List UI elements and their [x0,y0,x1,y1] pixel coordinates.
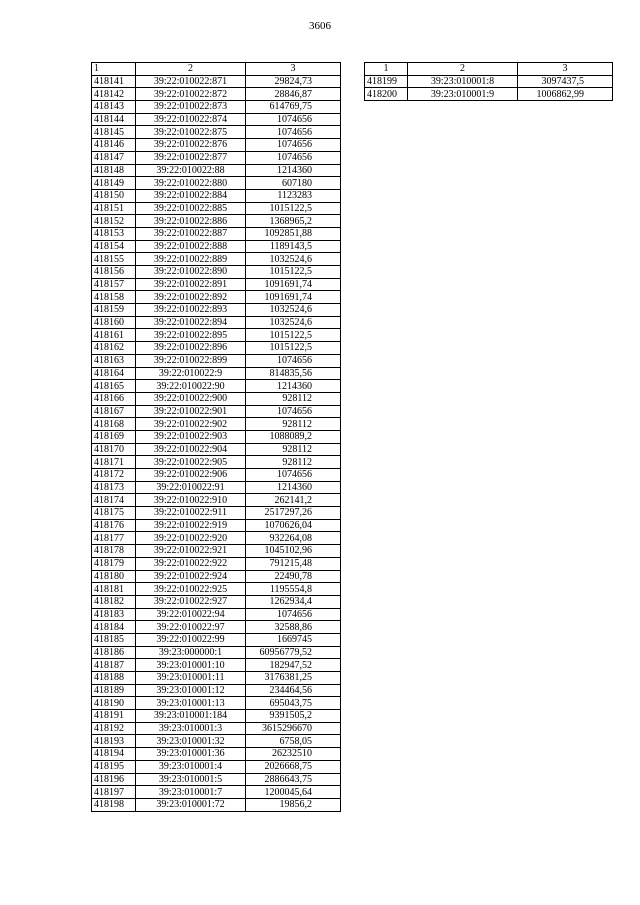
row-number-cell: 418173 [92,481,136,494]
table-row [92,608,341,621]
cadastral-number-cell: 39:22:010022:905 [136,456,246,469]
value-cell: 26232510 [246,748,341,761]
cadastral-number-cell: 39:22:010022:892 [136,291,246,304]
value-cell: 1214360 [246,380,341,393]
table-row [92,735,341,748]
value-cell: 1368965,2 [246,215,341,228]
cadastral-number-cell: 39:22:010022:925 [136,583,246,596]
column-header: 3 [518,63,613,76]
value-cell: 1074656 [246,139,341,152]
value-cell: 32588,86 [246,621,341,634]
row-number-cell: 418159 [92,304,136,317]
table-row [92,113,341,126]
table-row [92,101,341,114]
cadastral-number-cell: 39:22:010022:889 [136,253,246,266]
cadastral-number-cell: 39:22:010022:885 [136,202,246,215]
cadastral-number-cell: 39:22:010022:872 [136,88,246,101]
table-row [92,494,341,507]
cadastral-number-cell: 39:23:010001:10 [136,659,246,672]
row-number-cell: 418160 [92,316,136,329]
value-cell: 1070626,04 [246,519,341,532]
table-row [92,75,341,88]
row-number-cell: 418142 [92,88,136,101]
table-row [92,164,341,177]
cadastral-number-cell: 39:22:010022:919 [136,519,246,532]
cadastral-number-cell: 39:22:010022:910 [136,494,246,507]
row-number-cell: 418174 [92,494,136,507]
cadastral-number-cell: 39:22:010022:886 [136,215,246,228]
row-number-cell: 418186 [92,646,136,659]
table-row [92,177,341,190]
row-number-cell: 418194 [92,748,136,761]
table-row [92,139,341,152]
value-cell: 607180 [246,177,341,190]
value-cell: 1195554,8 [246,583,341,596]
value-cell: 928112 [246,456,341,469]
row-number-cell: 418147 [92,151,136,164]
cadastral-number-cell: 39:22:010022:97 [136,621,246,634]
table-row [92,570,341,583]
table-header-row [92,63,341,76]
table-row [92,266,341,279]
row-number-cell: 418171 [92,456,136,469]
table-row [92,672,341,685]
table-row [92,405,341,418]
value-cell: 614769,75 [246,101,341,114]
cadastral-number-cell: 39:23:010001:72 [136,798,246,811]
table-row [92,316,341,329]
row-number-cell: 418178 [92,545,136,558]
table-row [92,722,341,735]
cadastral-number-cell: 39:23:010001:13 [136,697,246,710]
cadastral-number-cell: 39:22:010022:920 [136,532,246,545]
value-cell: 1088089,2 [246,430,341,443]
row-number-cell: 418172 [92,469,136,482]
value-cell: 1015122,5 [246,266,341,279]
table-row [92,456,341,469]
value-cell: 932264,08 [246,532,341,545]
value-cell: 928112 [246,392,341,405]
column-header: 2 [136,63,246,76]
value-cell: 1074656 [246,151,341,164]
table-row [92,621,341,634]
value-cell: 1091691,74 [246,291,341,304]
row-number-cell: 418158 [92,291,136,304]
value-cell: 1074656 [246,405,341,418]
cadastral-number-cell: 39:23:010001:12 [136,684,246,697]
table-row [92,430,341,443]
table-row [92,278,341,291]
cadastral-number-cell: 39:22:010022:90 [136,380,246,393]
row-number-cell: 418155 [92,253,136,266]
value-cell: 814835,56 [246,367,341,380]
table-row [92,646,341,659]
table-row [92,240,341,253]
table-row [92,748,341,761]
cadastral-number-cell: 39:22:010022:888 [136,240,246,253]
cadastral-number-cell: 39:22:010022:99 [136,633,246,646]
value-cell: 3097437,5 [518,75,613,88]
value-cell: 1200045,64 [246,786,341,799]
row-number-cell: 418149 [92,177,136,190]
value-cell: 1032524,6 [246,253,341,266]
row-number-cell: 418154 [92,240,136,253]
row-number-cell: 418182 [92,595,136,608]
table-row [92,354,341,367]
value-cell: 1214360 [246,481,341,494]
value-cell: 19856,2 [246,798,341,811]
row-number-cell: 418192 [92,722,136,735]
cadastral-number-cell: 39:23:010001:4 [136,760,246,773]
value-cell: 2517297,26 [246,507,341,520]
table-row [92,633,341,646]
row-number-cell: 418163 [92,354,136,367]
row-number-cell: 418198 [92,798,136,811]
cadastral-number-cell: 39:23:010001:36 [136,748,246,761]
table-row [92,583,341,596]
row-number-cell: 418187 [92,659,136,672]
cadastral-number-cell: 39:22:010022:901 [136,405,246,418]
table-row [92,329,341,342]
value-cell: 1074656 [246,608,341,621]
table-row [92,773,341,786]
cadastral-number-cell: 39:22:010022:922 [136,557,246,570]
cadastral-number-cell: 39:22:010022:876 [136,139,246,152]
row-number-cell: 418195 [92,760,136,773]
row-number-cell: 418169 [92,430,136,443]
cadastral-number-cell: 39:22:010022:894 [136,316,246,329]
value-cell: 1092851,88 [246,227,341,240]
table-row [92,545,341,558]
value-cell: 1074656 [246,126,341,139]
column-header: 1 [92,63,136,76]
cadastral-number-cell: 39:22:010022:900 [136,392,246,405]
row-number-cell: 418146 [92,139,136,152]
table-row [92,189,341,202]
table-row [92,380,341,393]
row-number-cell: 418193 [92,735,136,748]
cadastral-number-cell: 39:22:010022:911 [136,507,246,520]
cadastral-number-cell: 39:23:010001:8 [408,75,518,88]
table-row [92,532,341,545]
right-table-body [365,75,613,100]
table-row [92,418,341,431]
value-cell: 1032524,6 [246,316,341,329]
cadastral-number-cell: 39:22:010022:94 [136,608,246,621]
row-number-cell: 418141 [92,75,136,88]
row-number-cell: 418145 [92,126,136,139]
value-cell: 1074656 [246,469,341,482]
cadastral-number-cell: 39:22:010022:893 [136,304,246,317]
table-row [92,392,341,405]
column-header: 3 [246,63,341,76]
row-number-cell: 418168 [92,418,136,431]
row-number-cell: 418153 [92,227,136,240]
value-cell: 29824,73 [246,75,341,88]
cadastral-number-cell: 39:23:010001:11 [136,672,246,685]
cadastral-number-cell: 39:23:010001:7 [136,786,246,799]
value-cell: 6758,05 [246,735,341,748]
cadastral-number-cell: 39:22:010022:904 [136,443,246,456]
table-row [92,469,341,482]
table-row [92,760,341,773]
table-row [92,88,341,101]
value-cell: 1045102,96 [246,545,341,558]
table-row [92,342,341,355]
table-row [92,786,341,799]
row-number-cell: 418181 [92,583,136,596]
row-number-cell: 418162 [92,342,136,355]
table-row [92,291,341,304]
row-number-cell: 418177 [92,532,136,545]
table-row [92,595,341,608]
row-number-cell: 418156 [92,266,136,279]
row-number-cell: 418175 [92,507,136,520]
row-number-cell: 418179 [92,557,136,570]
table-row [365,75,613,88]
column-header: 2 [408,63,518,76]
cadastral-number-cell: 39:22:010022:91 [136,481,246,494]
value-cell: 1074656 [246,354,341,367]
value-cell: 1015122,5 [246,329,341,342]
left-table-body [92,75,341,811]
cadastral-number-cell: 39:22:010022:890 [136,266,246,279]
value-cell: 3176381,25 [246,672,341,685]
cadastral-number-cell: 39:22:010022:877 [136,151,246,164]
cadastral-number-cell: 39:23:000000:1 [136,646,246,659]
value-cell: 928112 [246,443,341,456]
table-row [92,215,341,228]
cadastral-number-cell: 39:22:010022:891 [136,278,246,291]
cadastral-number-cell: 39:23:010001:9 [408,88,518,101]
row-number-cell: 418190 [92,697,136,710]
table-row [92,126,341,139]
value-cell: 262141,2 [246,494,341,507]
table-row [92,659,341,672]
table-row [92,151,341,164]
row-number-cell: 418196 [92,773,136,786]
left-cadastre-table [91,62,341,812]
table-row [92,227,341,240]
value-cell: 1669745 [246,633,341,646]
table-row [92,367,341,380]
value-cell: 1074656 [246,113,341,126]
row-number-cell: 418185 [92,633,136,646]
value-cell: 1123283 [246,189,341,202]
row-number-cell: 418143 [92,101,136,114]
table-row [92,798,341,811]
cadastral-number-cell: 39:22:010022:887 [136,227,246,240]
right-cadastre-table [364,62,613,101]
cadastral-number-cell: 39:22:010022:902 [136,418,246,431]
row-number-cell: 418150 [92,189,136,202]
value-cell: 1189143,5 [246,240,341,253]
row-number-cell: 418151 [92,202,136,215]
row-number-cell: 418164 [92,367,136,380]
row-number-cell: 418166 [92,392,136,405]
value-cell: 1032524,6 [246,304,341,317]
row-number-cell: 418167 [92,405,136,418]
row-number-cell: 418183 [92,608,136,621]
value-cell: 928112 [246,418,341,431]
cadastral-number-cell: 39:23:010001:32 [136,735,246,748]
value-cell: 791215,48 [246,557,341,570]
page-number: 3606 [309,20,331,32]
table-row [92,710,341,723]
value-cell: 1015122,5 [246,202,341,215]
table-row [92,443,341,456]
cadastral-number-cell: 39:22:010022:88 [136,164,246,177]
row-number-cell: 418165 [92,380,136,393]
cadastral-number-cell: 39:23:010001:184 [136,710,246,723]
table-row [92,481,341,494]
row-number-cell: 418157 [92,278,136,291]
column-header: 1 [365,63,408,76]
table-row [92,304,341,317]
table-row [365,88,613,101]
value-cell: 28846,87 [246,88,341,101]
table-row [92,507,341,520]
cadastral-number-cell: 39:23:010001:5 [136,773,246,786]
row-number-cell: 418170 [92,443,136,456]
cadastral-number-cell: 39:22:010022:873 [136,101,246,114]
row-number-cell: 418176 [92,519,136,532]
cadastral-number-cell: 39:22:010022:9 [136,367,246,380]
row-number-cell: 418197 [92,786,136,799]
cadastral-number-cell: 39:22:010022:899 [136,354,246,367]
row-number-cell: 418199 [365,75,408,88]
value-cell: 1214360 [246,164,341,177]
value-cell: 2026668,75 [246,760,341,773]
value-cell: 3615296670 [246,722,341,735]
row-number-cell: 418144 [92,113,136,126]
table-row [92,697,341,710]
cadastral-number-cell: 39:22:010022:896 [136,342,246,355]
value-cell: 9391505,2 [246,710,341,723]
value-cell: 1091691,74 [246,278,341,291]
value-cell: 22490,78 [246,570,341,583]
row-number-cell: 418161 [92,329,136,342]
cadastral-number-cell: 39:22:010022:924 [136,570,246,583]
cadastral-number-cell: 39:22:010022:921 [136,545,246,558]
cadastral-number-cell: 39:22:010022:880 [136,177,246,190]
value-cell: 1006862,99 [518,88,613,101]
cadastral-number-cell: 39:22:010022:884 [136,189,246,202]
value-cell: 2886643,75 [246,773,341,786]
cadastral-number-cell: 39:22:010022:903 [136,430,246,443]
row-number-cell: 418148 [92,164,136,177]
row-number-cell: 418152 [92,215,136,228]
table-row [92,253,341,266]
row-number-cell: 418180 [92,570,136,583]
value-cell: 695043,75 [246,697,341,710]
row-number-cell: 418191 [92,710,136,723]
cadastral-number-cell: 39:22:010022:906 [136,469,246,482]
cadastral-number-cell: 39:22:010022:874 [136,113,246,126]
value-cell: 60956779,52 [246,646,341,659]
table-row [92,519,341,532]
value-cell: 1015122,5 [246,342,341,355]
row-number-cell: 418189 [92,684,136,697]
cadastral-number-cell: 39:22:010022:871 [136,75,246,88]
value-cell: 1262934,4 [246,595,341,608]
value-cell: 234464,56 [246,684,341,697]
value-cell: 182947,52 [246,659,341,672]
table-header-row [365,63,613,76]
row-number-cell: 418188 [92,672,136,685]
row-number-cell: 418200 [365,88,408,101]
table-row [92,202,341,215]
cadastral-number-cell: 39:23:010001:3 [136,722,246,735]
table-row [92,684,341,697]
cadastral-number-cell: 39:22:010022:875 [136,126,246,139]
table-row [92,557,341,570]
cadastral-number-cell: 39:22:010022:895 [136,329,246,342]
cadastral-number-cell: 39:22:010022:927 [136,595,246,608]
row-number-cell: 418184 [92,621,136,634]
